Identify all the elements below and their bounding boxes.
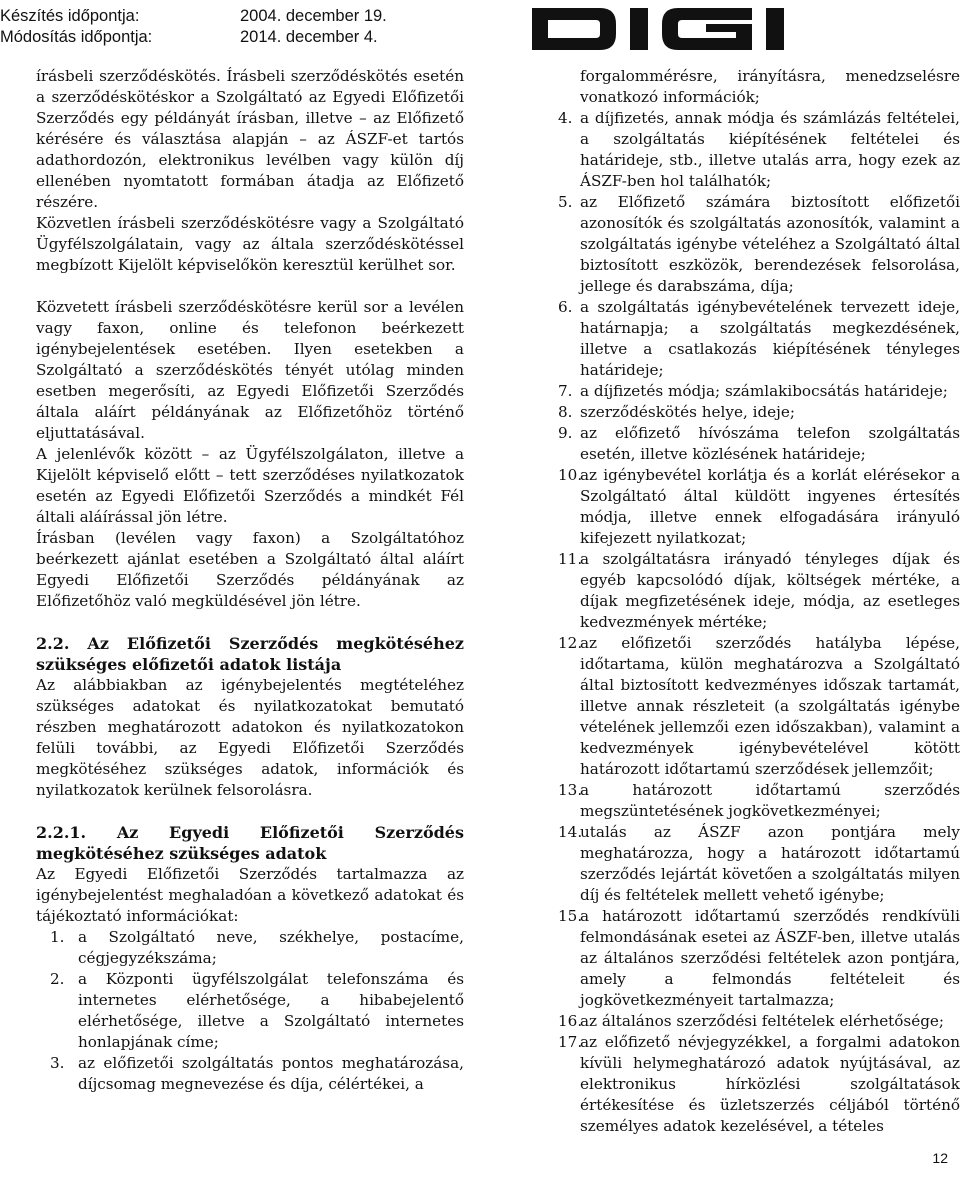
list-text: az előfizetői szerződés hatályba lépése, időtartama, külön meghatározva a Szolgáltató által biztosított kedvezményes időszak tartamát, illetve annak részleteit (a szolgáltatás igénybe vételének jellemzői ezen időszakban), valamint a kedvezmények igénybevételével kötött határozott időtartamú szerződések jellemzőit; bbox=[580, 634, 960, 778]
list-item bbox=[558, 423, 960, 465]
right-column bbox=[558, 66, 960, 1137]
list-item bbox=[36, 927, 464, 969]
list-number: 16. bbox=[558, 1012, 583, 1030]
spacer bbox=[36, 612, 464, 633]
document-dates bbox=[0, 6, 387, 48]
list-number: 13. bbox=[558, 781, 583, 799]
list-item bbox=[558, 780, 960, 822]
modified-label: Módosítás időpontja: bbox=[0, 28, 153, 46]
modified-value: 2014. december 4. bbox=[240, 28, 378, 46]
list-number: 10. bbox=[558, 466, 583, 484]
list-text: a szolgáltatásra irányadó tényleges díjak és egyéb kapcsolódó díjak, költségek mértéke, a díjak megfizetésének ideje, módja, az esetleges kedvezmények mértéke; bbox=[580, 550, 960, 631]
list-item bbox=[558, 402, 960, 423]
created-row bbox=[0, 6, 387, 27]
list-number: 7. bbox=[558, 382, 573, 400]
list-text: az általános szerződési feltételek elérhetősége; bbox=[580, 1012, 945, 1030]
list-item bbox=[558, 549, 960, 633]
list-item bbox=[558, 906, 960, 1011]
created-label: Készítés időpontja: bbox=[0, 7, 140, 25]
heading-line: 2.2. Az Előfizetői Szerződés megkötéséhez bbox=[36, 634, 464, 653]
modified-row bbox=[0, 27, 387, 48]
list-item bbox=[558, 1011, 960, 1032]
data-list-right bbox=[558, 66, 960, 1137]
list-item bbox=[558, 108, 960, 192]
paragraph: Közvetlen írásbeli szerződéskötésre vagy a Szolgáltató Ügyfélszolgálatain, vagy az általa szerződéskötéssel megbízott Kijelölt képviselőkön keresztül kerülhet sor. bbox=[36, 214, 464, 274]
paragraph: Írásban (levélen vagy faxon) a Szolgáltatóhoz beérkezett ajánlat esetében a Szolgáltató által aláírt Egyedi Előfizetői Szerződés példányának az Előfizetőhöz való megküldésével jön létre. bbox=[36, 529, 464, 610]
list-item-continuation bbox=[558, 66, 960, 108]
section-heading-2-2 bbox=[36, 633, 464, 675]
list-number: 6. bbox=[558, 298, 573, 316]
heading-line: szükséges előfizetői adatok listája bbox=[36, 655, 342, 674]
list-number: 12. bbox=[558, 634, 583, 652]
list-text: a határozott időtartamú szerződés rendkívüli felmondásának esetei az ÁSZF-ben, illetve utalás az általános szerződési feltételek azon pontjára, amely a felmondás feltételeit és jogkövetkezményeit tartalmazza; bbox=[580, 907, 960, 1009]
list-number: 8. bbox=[558, 403, 573, 421]
left-column bbox=[36, 66, 464, 1095]
list-number: 14. bbox=[558, 823, 583, 841]
data-list-left bbox=[36, 927, 464, 1095]
list-text: a díjfizetés, annak módja és számlázás feltételei, a szolgáltatás kiépítésének feltételei és határideje, stb., illetve utalás arra, hogy ezek az ÁSZF-ben hol találhatók; bbox=[580, 109, 960, 190]
list-text: az igénybevétel korlátja és a korlát elérésekor a Szolgáltató által küldött ingyenes értesítés módja, illetve ennek elfogadására irányuló kifejezett nyilatkozat; bbox=[580, 466, 960, 547]
paragraph: Az alábbiakban az igénybejelentés megtételéhez szükséges adatokat és nyilatkozatokat bemutató részben meghatározott adatokon és nyilatkozatokon felüli további, az Egyedi Előfizetői Szerződés megkötéséhez szükséges adatok, információk és nyilatkozatok kerülnek felsorolásra. bbox=[36, 676, 464, 799]
list-item bbox=[36, 1053, 464, 1095]
heading-line: 2.2.1. Az Egyedi Előfizetői Szerződés bbox=[36, 823, 464, 842]
list-number: 9. bbox=[558, 424, 573, 442]
list-text: a Központi ügyfélszolgálat telefonszáma és internetes elérhetősége, a hibabejelentő elérhetősége, illetve a Szolgáltató internetes honlapjának címe; bbox=[78, 970, 464, 1051]
list-item bbox=[558, 381, 960, 402]
list-item bbox=[558, 822, 960, 906]
paragraph: Az Egyedi Előfizetői Szerződés tartalmazza az igénybejelentést meghaladóan a következő adatokat és tájékoztató információkat: bbox=[36, 865, 464, 925]
list-number: 15. bbox=[558, 907, 583, 925]
paragraph: Közvetett írásbeli szerződéskötésre kerül sor a levélen vagy faxon, online és telefonon beérkezett igénybejelentések esetében. Ilyen esetekben a Szolgáltató a szerződéskötés tényét utólag minden esetben megerősíti, az Egyedi Előfizetői Szerződés általa aláírt példányának az Előfizetőhöz történő eljuttatásával. bbox=[36, 298, 464, 442]
list-item bbox=[558, 297, 960, 381]
page-number: 12 bbox=[932, 1150, 948, 1166]
list-text: a díjfizetés módja; számlakibocsátás határideje; bbox=[580, 382, 948, 400]
list-text: forgalommérésre, irányításra, menedzselésre vonatkozó információk; bbox=[580, 67, 960, 106]
list-item bbox=[558, 1032, 960, 1137]
list-text: a szolgáltatás igénybevételének tervezett ideje, határnapja; a szolgáltatás megkezdésének, illetve a csatlakozás kiépítésének tényleges határideje; bbox=[580, 298, 960, 379]
list-text: az Előfizető számára biztosított előfizetői azonosítók és szolgáltatás azonosítók, valamint a szolgáltatás igénybe vételéhez a Szolgáltató által biztosított eszközök, berendezések felsorolása, jellege és darabszáma, díja; bbox=[580, 193, 960, 295]
created-value: 2004. december 19. bbox=[240, 7, 387, 25]
spacer bbox=[36, 801, 464, 822]
section-heading-2-2-1 bbox=[36, 822, 464, 864]
list-item bbox=[558, 465, 960, 549]
paragraph: A jelenlévők között – az Ügyfélszolgálaton, illetve a Kijelölt képviselő előtt – tett szerződéses nyilatkozatok esetén az Egyedi Előfizetői Szerződés a mindkét Fél általi aláírással jön létre. bbox=[36, 445, 464, 526]
digi-logo bbox=[530, 6, 830, 52]
list-text: a Szolgáltató neve, székhelye, postacíme, cégjegyzékszáma; bbox=[78, 928, 464, 967]
list-number-blank bbox=[558, 66, 580, 108]
list-number: 17. bbox=[558, 1033, 583, 1051]
spacer bbox=[36, 276, 464, 297]
list-text: az előfizetői szolgáltatás pontos meghatározása, díjcsomag megnevezése és díja, célértékei, a bbox=[78, 1054, 464, 1093]
list-number: 11. bbox=[558, 550, 583, 568]
list-text: a határozott időtartamú szerződés megszüntetésének jogkövetkezményei; bbox=[580, 781, 960, 820]
list-text: az előfizető névjegyzékkel, a forgalmi adatokon kívüli helymeghatározó adatok nyújtásával, az elektronikus hírközlési szolgáltatások értékesítése és üzletszerzés céljából történő személyes adatok kezelésével, a tételes bbox=[580, 1033, 960, 1135]
list-number: 4. bbox=[558, 109, 573, 127]
list-number: 2. bbox=[50, 970, 65, 988]
list-number: 3. bbox=[50, 1054, 65, 1072]
list-number: 1. bbox=[50, 928, 65, 946]
list-number: 5. bbox=[558, 193, 573, 211]
list-text: az előfizető hívószáma telefon szolgáltatás esetén, illetve közlésének határideje; bbox=[580, 424, 960, 463]
list-text: szerződéskötés helye, ideje; bbox=[580, 403, 795, 421]
list-item bbox=[558, 633, 960, 780]
page-header bbox=[0, 6, 960, 54]
heading-line: megkötéséhez szükséges adatok bbox=[36, 844, 327, 863]
list-item bbox=[36, 969, 464, 1053]
paragraph: írásbeli szerződéskötés. Írásbeli szerződéskötés esetén a szerződéskötéskor a Szolgáltató az Egyedi Előfizetői Szerződés egy példányát írásban, illetve – az Előfizető kérésére és választása alapján – az ÁSZF-et tartós adathordozón, elektronikus levélben vagy külön díj ellenében nyomtatott formában átadja az Előfizető részére. bbox=[36, 67, 464, 211]
list-text: utalás az ÁSZF azon pontjára mely meghatározza, hogy a határozott időtartamú szerződés lejártát követően a szolgáltatás milyen díj és feltételek mellett vehető igénybe; bbox=[580, 823, 960, 904]
list-item bbox=[558, 192, 960, 297]
